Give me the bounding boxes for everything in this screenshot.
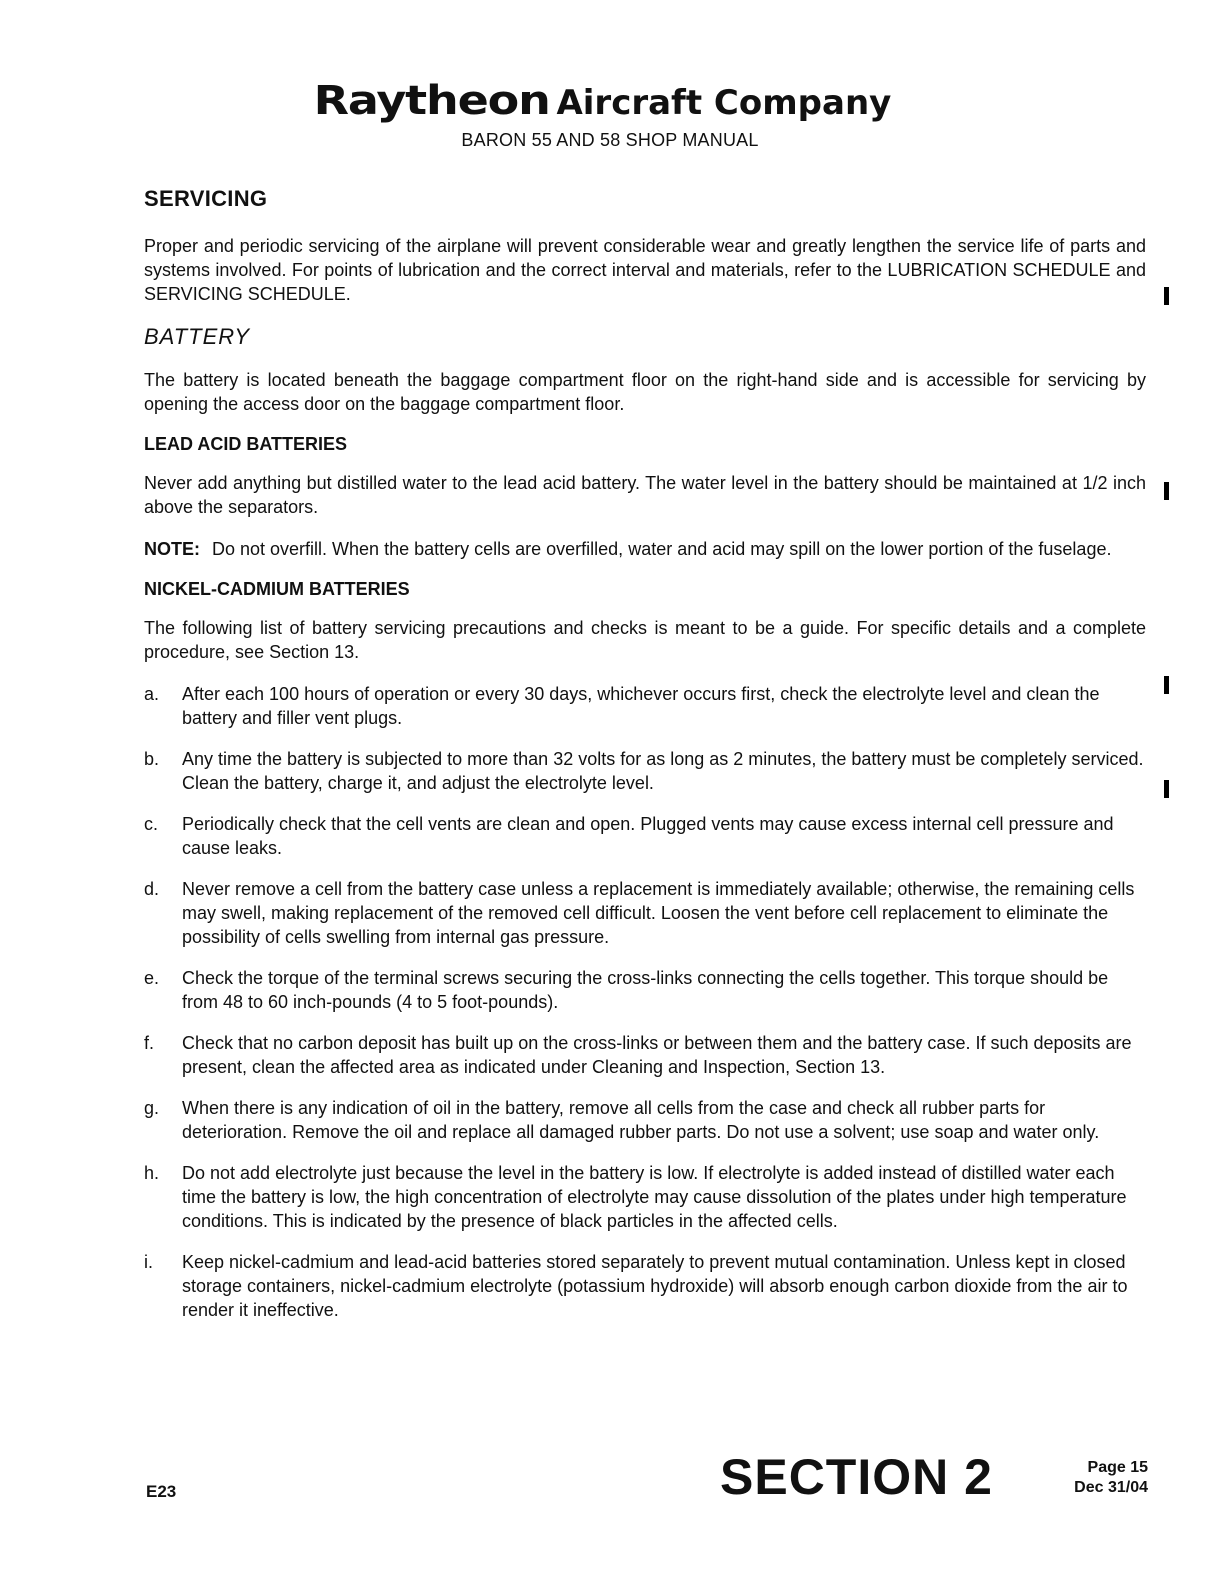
list-marker: a. [144,684,160,704]
list-marker: h. [144,1163,160,1183]
list-item [144,682,1146,730]
list-item-text: Keep nickel-cadmium and lead-acid batteries stored separately to prevent mutual contamination. Unless kept in closed storage containers, nickel-cadmium electrolyte (potassium hydroxide) will absorb enough carbon dioxide from the air to render it ineffective. [182,1252,1128,1320]
lead-acid-paragraph: Never add anything but distilled water to the lead acid battery. The water level in the battery should be maintained at 1/2 inch above the separators. [144,473,1146,517]
list-marker: d. [144,879,160,899]
subheading-battery: BATTERY [144,324,251,349]
change-bar [1164,482,1169,500]
section-label: SECTION 2 [720,1449,993,1505]
list-item-text: Never remove a cell from the battery case unless a replacement is immediately available; otherwise, the remaining cells may swell, making replacement of the removed cell difficult. Loosen the vent before cell replacement to eliminate the possibility of cells swelling from internal gas pressure. [182,879,1135,947]
list-item [144,877,1146,949]
list-marker: g. [144,1098,160,1118]
list-marker: c. [144,814,159,834]
list-item [144,966,1146,1014]
heading-nickel-cadmium: NICKEL-CADMIUM BATTERIES [144,579,410,599]
list-item [144,747,1146,795]
change-bar [1164,780,1169,798]
company-logo: Raytheon [313,78,550,124]
list-item-text: After each 100 hours of operation or every 30 days, whichever occurs first, check the electrolyte level and clean the battery and filler vent plugs. [182,684,1100,728]
document-body [144,186,1146,1339]
change-bar [1164,676,1169,694]
brand-line [313,78,892,124]
page-header [0,78,1220,151]
nicad-precautions-list [144,682,1146,1322]
list-item [144,1161,1146,1233]
manual-title: BARON 55 AND 58 SHOP MANUAL [461,130,759,150]
nicad-intro-paragraph: The following list of battery servicing precautions and checks is meant to be a guide. For specific details and a complete procedure, see Section 13. [144,618,1146,662]
list-item [144,812,1146,860]
servicing-paragraph: Proper and periodic servicing of the airplane will prevent considerable wear and greatly lengthen the service life of parts and systems involved. For points of lubrication and the correct interval and materials, refer to the LUBRICATION SCHEDULE and SERVICING SCHEDULE. [144,236,1146,304]
list-item-text: Periodically check that the cell vents are clean and open. Plugged vents may cause excess internal cell pressure and cause leaks. [182,814,1114,858]
list-item [144,1096,1146,1144]
battery-paragraph: The battery is located beneath the baggage compartment floor on the right-hand side and is accessible for servicing by opening the access door on the baggage compartment floor. [144,370,1146,414]
section-heading-servicing: SERVICING [144,186,268,211]
page-info [1040,1458,1148,1498]
list-item-text: Check the torque of the terminal screws securing the cross-links connecting the cells together. This torque should be from 48 to 60 inch-pounds (4 to 5 foot-pounds). [182,968,1109,1012]
list-item-text: Any time the battery is subjected to more than 32 volts for as long as 2 minutes, the battery must be completely serviced. Clean the battery, charge it, and adjust the electrolyte level. [182,749,1144,793]
document-code: E23 [146,1482,177,1501]
list-item-text: Do not add electrolyte just because the level in the battery is low. If electrolyte is added instead of distilled water each time the battery is low, the high concentration of electrolyte may cause dissolution of the plates under high temperature conditions. This is indicated by the presence of black particles in the affected cells. [182,1163,1127,1231]
list-item-text: When there is any indication of oil in the battery, remove all cells from the case and check all rubber parts for deterioration. Remove the oil and replace all damaged rubber parts. Do not use a solvent; use soap and water only. [182,1098,1100,1142]
list-marker: b. [144,749,160,769]
list-marker: e. [144,968,160,988]
list-item [144,1031,1146,1079]
list-item-text: Check that no carbon deposit has built up on the cross-links or between them and the battery case. If such deposits are present, clean the affected area as indicated under Cleaning and Inspection, Section 13. [182,1033,1132,1077]
note [144,537,1146,561]
list-marker: i. [144,1252,153,1272]
company-name: Aircraft Company [556,83,892,123]
list-marker: f. [144,1033,155,1053]
change-bar [1164,287,1169,305]
note-text: Do not overfill. When the battery cells are overfilled, water and acid may spill on the lower portion of the fuselage. [212,539,1112,559]
revision-date: Dec 31/04 [1074,1479,1148,1496]
list-item [144,1250,1146,1322]
page-number: Page 15 [1087,1459,1148,1476]
heading-lead-acid: LEAD ACID BATTERIES [144,434,348,454]
note-label: NOTE: [144,539,200,559]
